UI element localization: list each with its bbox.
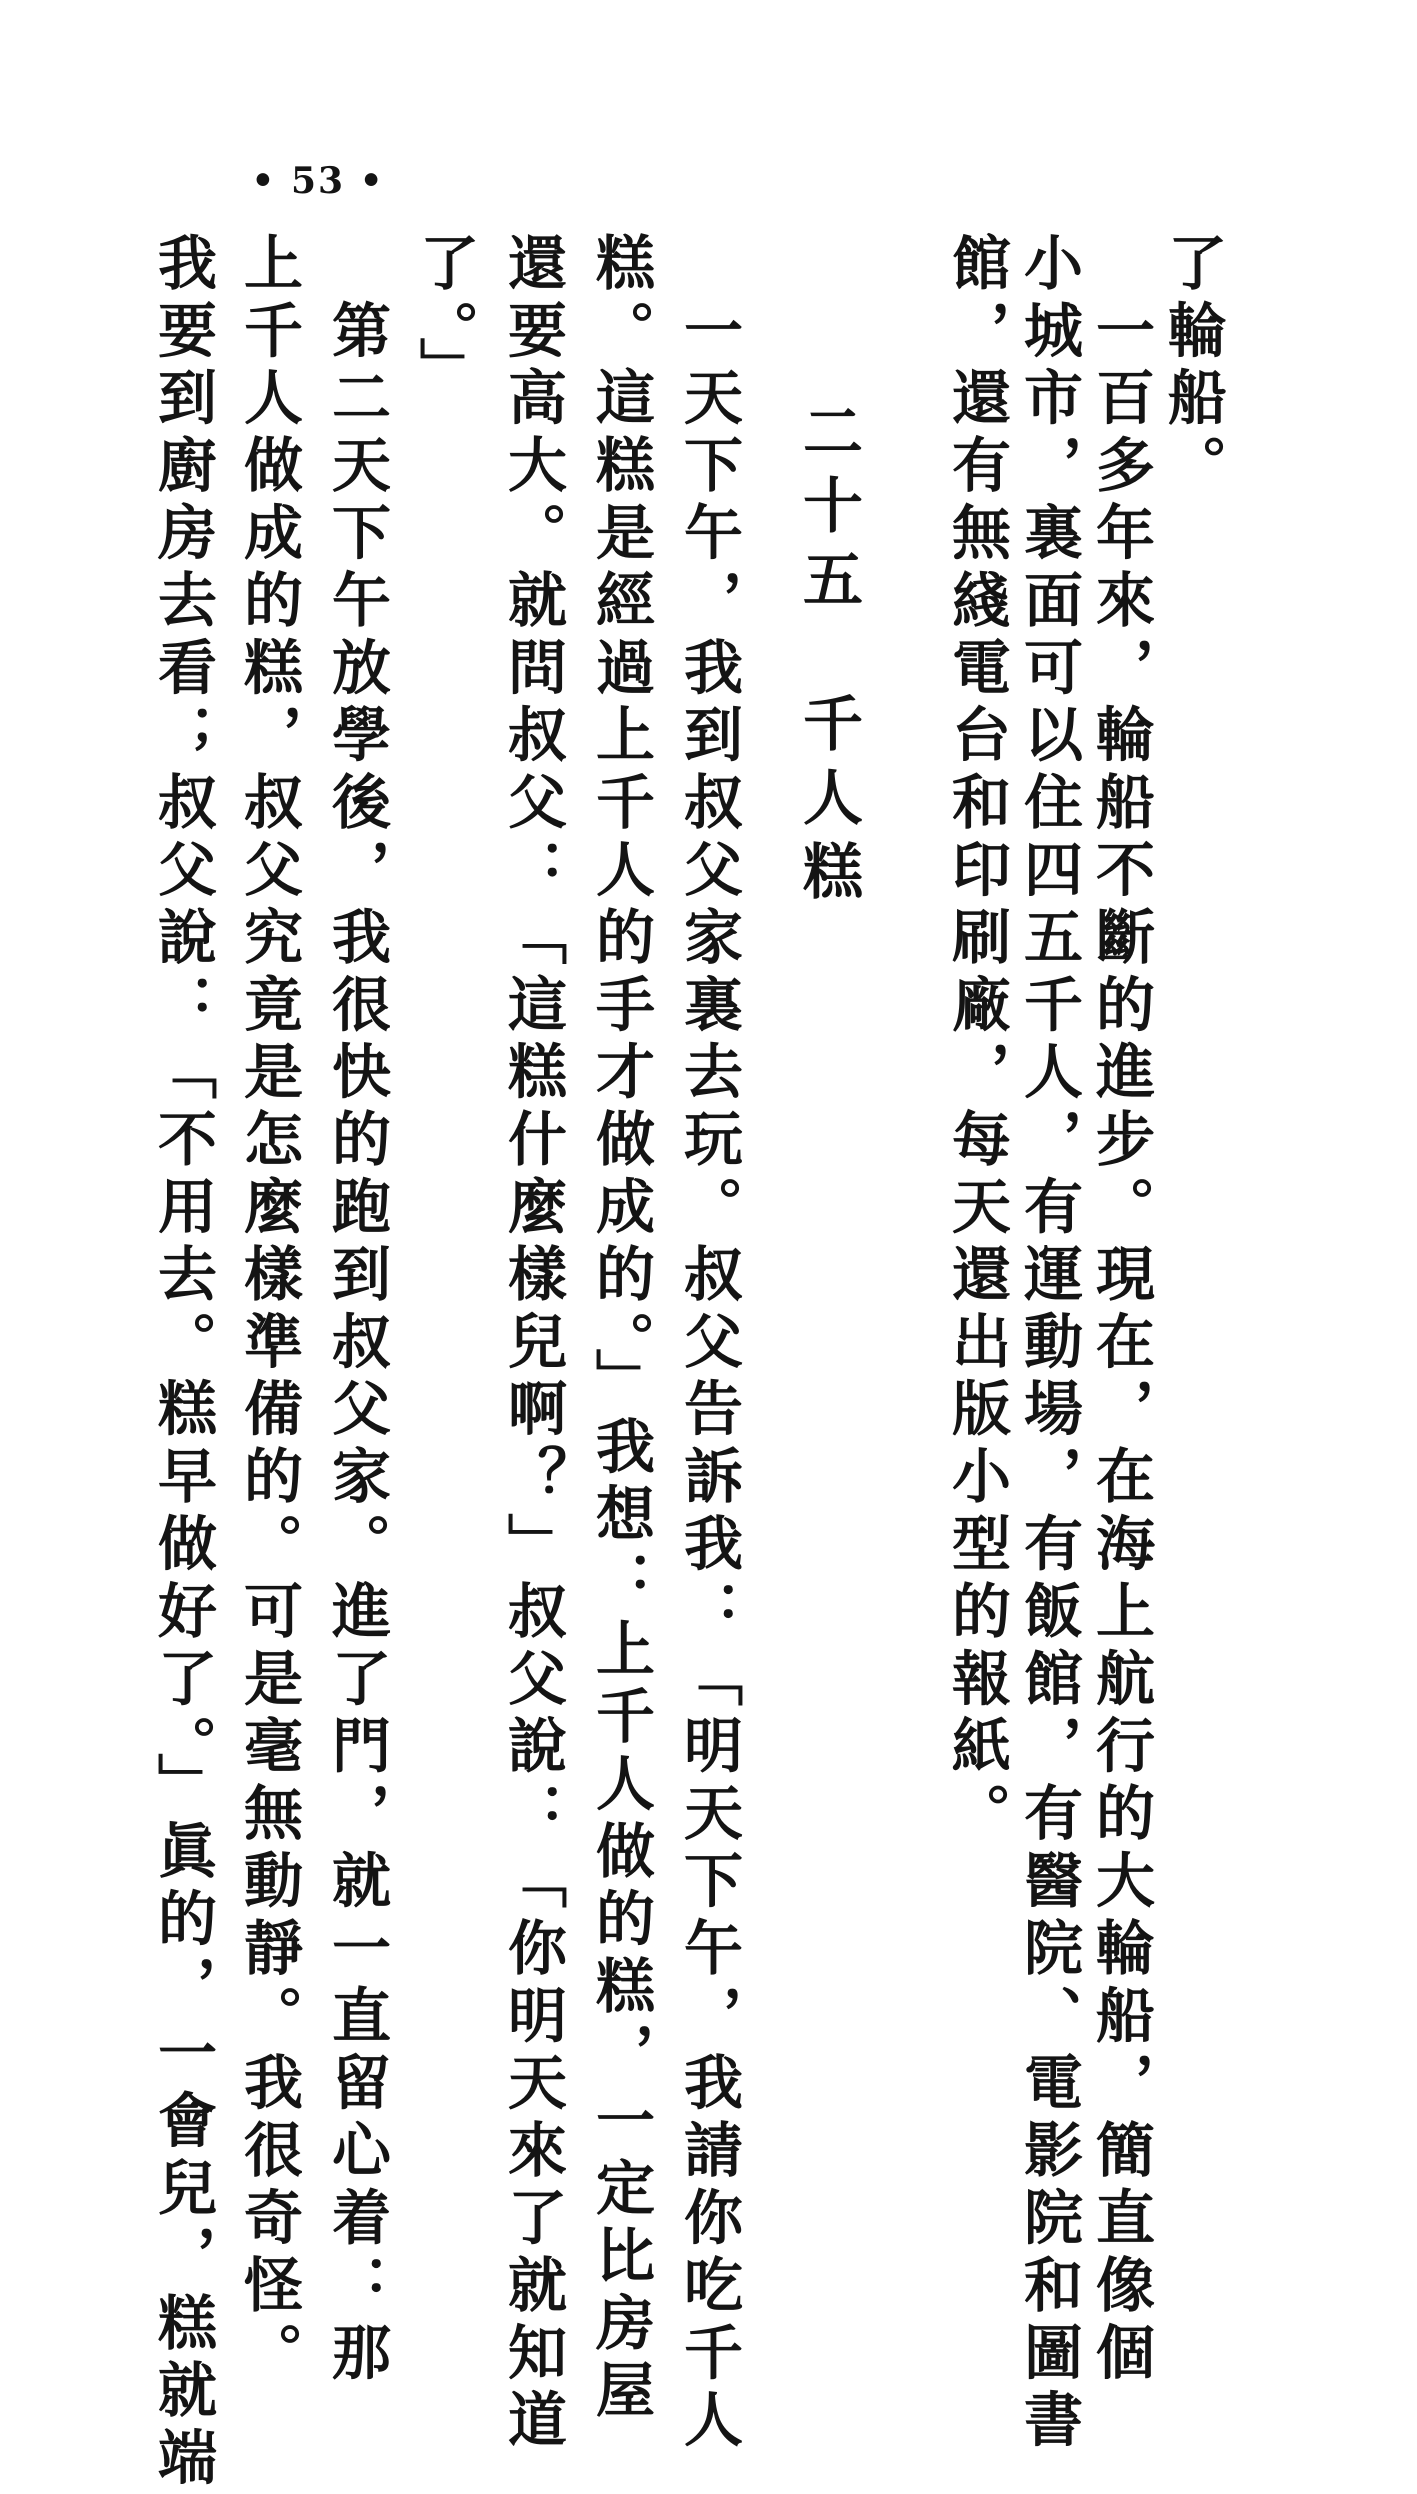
text-column: 第二天下午放學後，我很快的跑到叔父家。進了門，就一直留心着：那 [322, 232, 391, 2389]
text-column: 一百多年來，輪船不斷的進步。現在，在海上航行的大輪船，簡直像個 [1086, 232, 1155, 2389]
text-column: 了輪船。 [1158, 232, 1227, 502]
page-number: • 53 • [251, 160, 385, 202]
chapter-number: 二十五 [793, 400, 863, 622]
text-column: 還要高大。就問叔父：「這糕什麼樣兒啊？」叔父說：「你明天來了就知道 [498, 232, 567, 2457]
text-column: 一天下午，我到叔父家裏去玩。叔父告訴我：「明天下午，我請你吃千人 [674, 232, 743, 2457]
chapter-heading [793, 400, 863, 914]
text-column: 小城市，裏面可以住四五千人，有運動場，有飯館，有醫院、電影院和圖書 [1014, 232, 1083, 2457]
text-column: 我要到廚房去看；叔父說：「不用去。糕早做好了。」眞的，一會兒，糕就端 [148, 232, 217, 2494]
text-column: 上千人做成的糕，叔父究竟是怎麼樣準備的。可是毫無動靜。我很奇怪。 [234, 232, 303, 2389]
chapter-title: 千人糕 [793, 692, 863, 914]
text-column: 了。」 [410, 232, 479, 405]
text-column: 糕。這糕是經過上千人的手才做成的。」我想：上千人做的糕，一定比房屋 [586, 232, 655, 2427]
text-column: 館，還有無綫電台和印刷廠，每天還出版小型的報紙。 [942, 232, 1011, 1850]
